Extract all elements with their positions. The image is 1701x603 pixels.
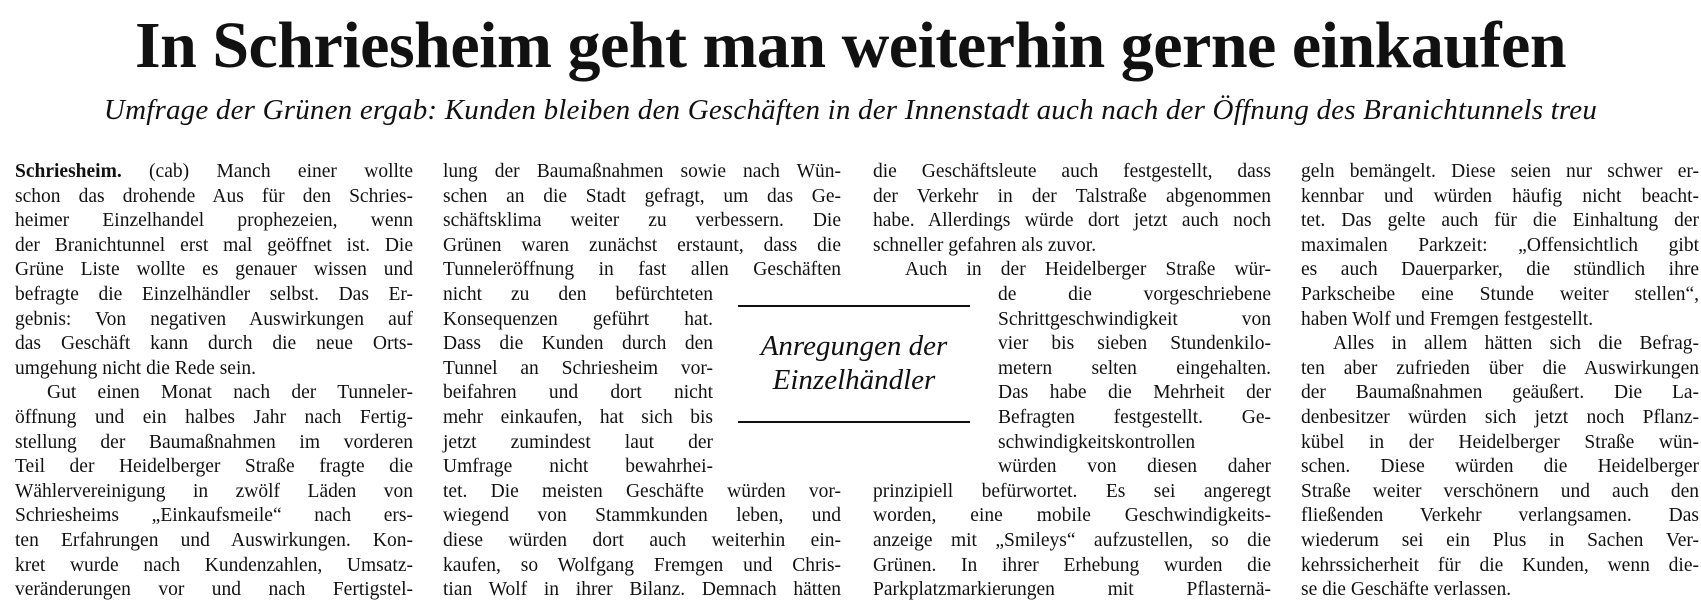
text-line xyxy=(15,160,413,185)
text-line: Schriesheims „Einkaufsmeile“ nach ers- xyxy=(15,505,413,527)
text-line: Tunneleröffnung in fast allen Geschäften xyxy=(443,259,841,281)
text-line: der Baumaßnahmen geäußert. Die La- xyxy=(1301,382,1699,404)
article-column-4 xyxy=(1301,160,1699,603)
text-line: de die vorgeschriebene xyxy=(998,283,1271,305)
text-line: se die Geschäfte verlassen. xyxy=(1301,579,1512,601)
text-line: Umfrage nicht bewahrhei- xyxy=(443,456,713,478)
text-line: kaufen, so Wolfgang Fremgen und Chris- xyxy=(443,554,841,576)
text-line: befragte die Einzelhändler selbst. Das Er- xyxy=(15,283,413,305)
text-line: Straße weiter verschönern und auch den xyxy=(1301,480,1699,502)
pull-quote-line: Einzelhändler xyxy=(772,364,936,396)
article-column-3 xyxy=(873,160,1271,603)
text-line: schon das drohende Aus für den Schries- xyxy=(15,185,413,207)
subheadline: Umfrage der Grünen ergab: Kunden bleiben den Geschäften in der Innenstadt auch nach der Öffnung des Branichtunnels treu xyxy=(103,94,1598,126)
text-line: tet. Das gelte auch für die Einhaltung der xyxy=(1301,210,1699,232)
text-line: schwindigkeitskontrollen xyxy=(998,431,1196,453)
text-line: Tunnel an Schriesheim vor- xyxy=(443,357,713,379)
text-line: ten aber zufrieden über die Auswirkungen xyxy=(1301,357,1699,379)
text-line: denbesitzer würden sich jetzt noch Pflanz- xyxy=(1301,406,1699,428)
text-line: Alles in allem hätten sich die Befrag- xyxy=(1333,333,1699,355)
text-line: Konsequenzen geführt hat. xyxy=(443,308,713,330)
text-line: Grünen waren zunächst erstaunt, dass die xyxy=(443,234,841,256)
text-line: veränderungen vor und nach Fertigstel- xyxy=(15,579,413,601)
text-line: metern selten eingehalten. xyxy=(998,357,1271,379)
text-line: das Geschäft kann durch die neue Orts- xyxy=(15,333,413,355)
text-line-span: (cab) Manch einer wollte xyxy=(121,161,413,182)
text-line: schneller gefahren als zuvor. xyxy=(873,234,1097,256)
text-line: beifahren und dort nicht xyxy=(443,382,713,404)
text-line: diese würden dort auch weiterhin ein- xyxy=(443,529,841,551)
dateline: Schriesheim. xyxy=(15,161,122,182)
text-line: Teil der Heidelberger Straße fragte die xyxy=(15,456,413,478)
text-line: wiegend von Stammkunden leben, und xyxy=(443,505,841,527)
text-line: kehrssicherheit für die Kunden, wenn die- xyxy=(1301,554,1699,576)
text-line: fließenden Verkehr verlangsamen. Das xyxy=(1301,505,1699,527)
text-line: der Branichtunnel erst mal geöffnet ist. Die xyxy=(15,234,413,256)
text-line: schen an die Stadt gefragt, um das Ge- xyxy=(443,185,841,207)
text-line: tet. Die meisten Geschäfte würden vor- xyxy=(443,480,841,502)
text-line: kennbar und würden häufig nicht beacht- xyxy=(1301,185,1699,207)
text-line: kübel in der Heidelberger Straße wün- xyxy=(1301,431,1699,453)
text-line: die Geschäftsleute auch festgestellt, dass xyxy=(873,161,1271,182)
text-line: Grünen. In ihrer Erhebung wurden die xyxy=(873,554,1271,576)
pull-quote-line: Anregungen der xyxy=(760,330,948,362)
text-line: es auch Dauerparker, die stündlich ihre xyxy=(1301,259,1699,281)
text-line: anzeige mit „Smileys“ aufzustellen, so die xyxy=(873,529,1271,551)
text-line: geln bemängelt. Diese seien nur schwer er- xyxy=(1301,161,1699,182)
text-line: öffnung und ein halbes Jahr nach Fertig- xyxy=(15,406,413,428)
text-line: schen. Diese würden die Heidelberger xyxy=(1301,456,1699,478)
text-line: lung der Baumaßnahmen sowie nach Wün- xyxy=(443,161,841,182)
text-line: stellung der Baumaßnahmen im vorderen xyxy=(15,431,413,453)
text-line: der Verkehr in der Talstraße abgenommen xyxy=(873,185,1271,207)
text-line: worden, eine mobile Geschwindigkeits- xyxy=(873,505,1271,527)
text-line: kret wurde nach Kundenzahlen, Umsatz- xyxy=(15,554,413,576)
text-line: heimer Einzelhandel prophezeien, wenn xyxy=(15,210,413,232)
text-line: prinzipiell befürwortet. Es sei angeregt xyxy=(873,480,1271,502)
text-line: Auch in der Heidelberger Straße wür- xyxy=(905,259,1271,281)
text-line: ten Erfahrungen und Auswirkungen. Kon- xyxy=(15,529,413,551)
text-line: nicht zu den befürchteten xyxy=(443,283,713,305)
text-line: wiederum sei ein Plus in Sachen Ver- xyxy=(1301,529,1699,551)
text-line: schäftsklima weiter zu verbessern. Die xyxy=(443,210,841,232)
text-line: tian Wolf in ihrer Bilanz. Demnach hätten xyxy=(443,579,841,601)
text-line: habe. Allerdings würde dort jetzt auch noch xyxy=(873,210,1271,232)
text-line: Parkplatzmarkierungen mit Pflasternä- xyxy=(873,579,1271,601)
article-column-1 xyxy=(15,160,413,603)
text-line: vier bis sieben Stundenkilo- xyxy=(998,333,1271,355)
text-line: Schrittgeschwindigkeit von xyxy=(998,308,1271,330)
text-line: Das habe die Mehrheit der xyxy=(998,382,1271,404)
text-line: Dass die Kunden durch den xyxy=(443,333,713,355)
text-line: Wählervereinigung in zwölf Läden von xyxy=(15,480,413,502)
text-line: jetzt zumindest laut der xyxy=(443,431,713,453)
text-line: maximalen Parkzeit: „Offensichtlich gibt xyxy=(1301,234,1699,256)
text-line: gebnis: Von negativen Auswirkungen auf xyxy=(15,308,413,330)
text-line: haben Wolf und Fremgen festgestellt. xyxy=(1301,308,1594,330)
text-line: Grüne Liste wollte es genauer wissen und xyxy=(15,259,413,281)
text-line: würden von diesen daher xyxy=(998,456,1271,478)
text-line: umgehung nicht die Rede sein. xyxy=(15,357,256,379)
headline: In Schriesheim geht man weiterhin gerne einkaufen xyxy=(134,9,1567,82)
text-line: Parkscheibe eine Stunde weiter stellen“, xyxy=(1301,283,1699,305)
text-line: Befragten festgestellt. Ge- xyxy=(998,406,1271,428)
text-line: mehr einkaufen, hat sich bis xyxy=(443,406,713,428)
text-line: Gut einen Monat nach der Tunneler- xyxy=(47,382,413,404)
